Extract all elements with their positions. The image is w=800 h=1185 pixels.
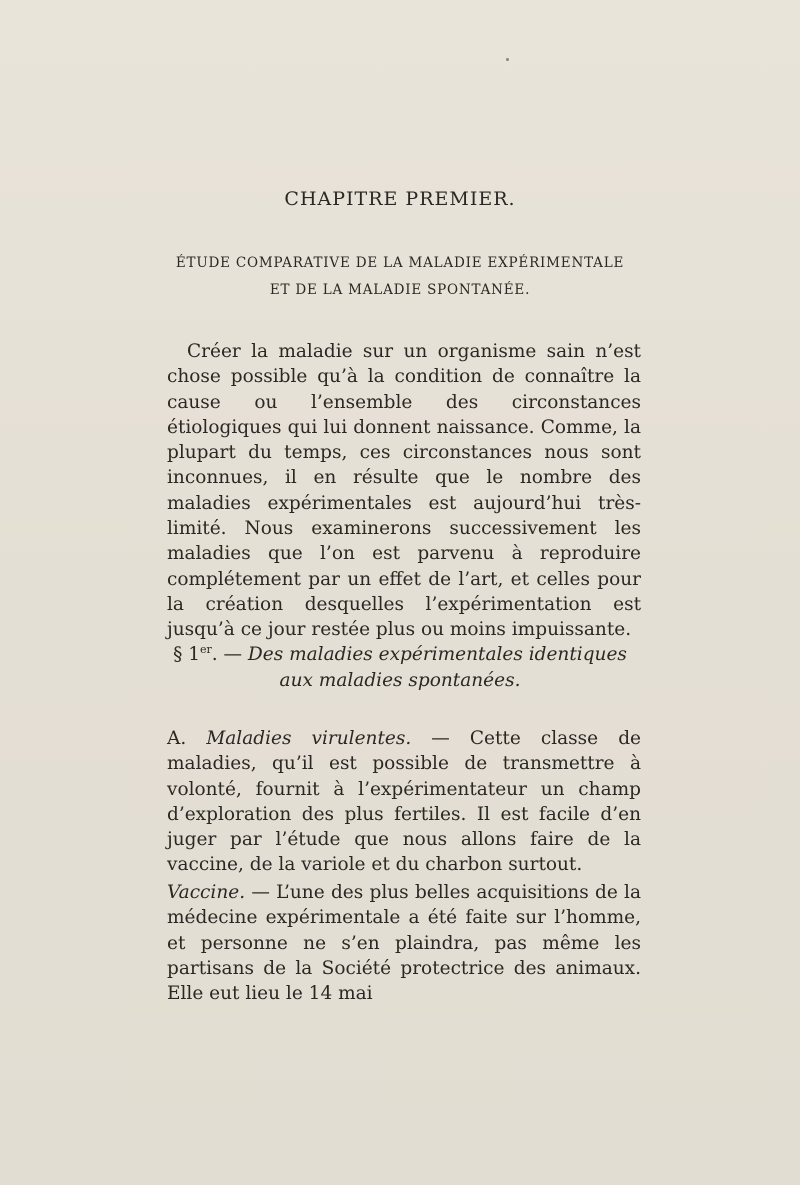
page-speck [506, 58, 509, 61]
section-heading [0, 637, 800, 694]
section-title-line1: Des maladies expérimentales identiques [247, 644, 627, 666]
chapter-subtitle-line1: ÉTUDE COMPARATIVE DE LA MALADIE EXPÉRIMENTALE [175, 255, 625, 271]
vaccine-text: — L’une des plus belles acquisitions de la médecine expérimentale a été faite sur l’homme, et personne ne s’en plaindra, pas même les partisans de la Société protectrice des animaux. Elle eut lieu le 14 mai [167, 882, 641, 1005]
vaccine-heading: Vaccine. [167, 882, 246, 903]
section-separator: . — [211, 644, 248, 666]
section-number: § 1 [173, 644, 200, 666]
chapter-title: CHAPITRE PREMIER. [284, 188, 516, 210]
virulent-text: — Cette classe de maladies, qu’il est possible de transmettre à volonté, fournit à l’expérimentateur un champ d’exploration des plus fertiles. Il est facile d’en juger par l’étude que nous allons faire de la vaccine, de la variole et du charbon surtout. [167, 728, 641, 876]
paragraph-label: A. [167, 728, 207, 749]
chapter-subtitle-line2: ET DE LA MALADIE SPONTANÉE. [269, 282, 531, 298]
virulent-heading: Maladies virulentes. [206, 728, 412, 749]
virulent-diseases-paragraph [167, 726, 641, 878]
section-number-sup: er [199, 643, 212, 656]
vaccine-paragraph [167, 880, 641, 1006]
intro-paragraph: Créer la maladie sur un organisme sain n’est chose possible qu’à la condition de connaître la cause ou l’ensemble des circonstances étiologiques qui lui donnent naissance. Comme, la plupart du temps, ces circonstances nous sont inconnues, il en résulte que le nombre des maladies expérimentales est aujourd’hui très-limité. Nous examinerons successivement les maladies que l’on est parvenu à reproduire complétement par un effet de l’art, et celles pour la création desquelles l’expérimentation est jusqu’à ce jour restée plus ou moins impuissante. [167, 341, 641, 641]
section-title-line2: aux maladies spontanées. [279, 670, 521, 692]
